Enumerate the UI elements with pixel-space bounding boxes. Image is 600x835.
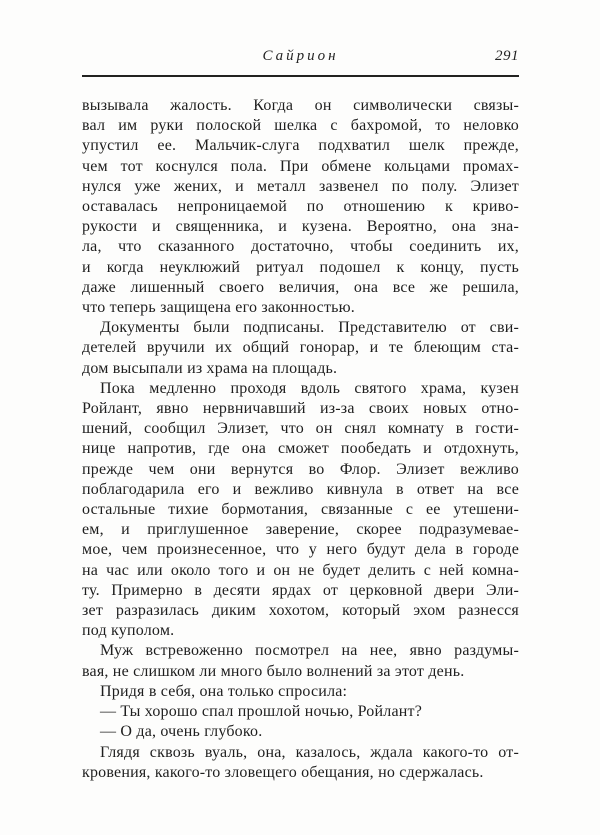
- text-line: нице напротив, где она сможет пообедать и отдохнуть,: [82, 440, 519, 458]
- text-line: Документы были подписаны. Представителю от сви-: [100, 319, 519, 337]
- paragraph: [82, 682, 519, 702]
- text-line: шений, сообщил Элизет, что он снял комнату в гости-: [82, 420, 519, 438]
- paragraph: [82, 702, 519, 722]
- paragraph: [82, 743, 519, 783]
- paragraph: [82, 379, 519, 642]
- text-line: зет разразилась диким хохотом, который эхом разнесся: [82, 602, 519, 620]
- text-line: ем, и приглушенное заверение, скорее подразумевае-: [82, 521, 519, 539]
- paragraph: [82, 641, 519, 681]
- running-title: Сайрион: [262, 48, 339, 64]
- text-line: поблагодарила его и вежливо кивнула в ответ на все: [82, 480, 519, 498]
- text-line: — Ты хорошо спал прошлой ночью, Ройлант?: [100, 703, 423, 721]
- text-line: Придя в себя, она только спросила:: [100, 682, 348, 700]
- text-line: ту. Примерно в десяти ярдах от церковной двери Эли-: [82, 581, 519, 599]
- text-line: вызывала жалость. Когда он символически связы-: [82, 97, 519, 114]
- text-line: кровения, какого-то зловещего обещания, но сдержалась.: [82, 763, 484, 781]
- paragraph: [82, 318, 519, 379]
- text-line: детелей вручили их общий гонорар, и те блеющим ста-: [82, 339, 519, 357]
- text-line: дом высыпали из храма на площадь.: [82, 359, 338, 377]
- text-line: ла, что сказанного достаточно, чтобы соединить их,: [82, 238, 519, 256]
- text-line: вая, не слишком ли много было волнений за этот день.: [82, 662, 465, 680]
- text-line: упустил ее. Мальчик-слуга подхватил шелк прежде,: [82, 137, 519, 155]
- header-divider: [82, 75, 519, 77]
- text-block: [82, 96, 519, 783]
- text-line: нулся уже жених, и металл зазвенел по полу. Элизет: [82, 177, 519, 195]
- text-line: что теперь защищена его законностью.: [82, 299, 355, 317]
- page-content: [82, 46, 519, 783]
- page-number: 291: [495, 48, 519, 64]
- text-line: Пока медленно проходя вдоль святого храма, кузен: [100, 379, 519, 397]
- text-line: даже лишенный своего величия, она все же решила,: [82, 278, 519, 296]
- paragraph: [82, 96, 519, 318]
- text-line: Ройлант, явно нервничавший из-за своих новых отно-: [82, 400, 519, 418]
- text-line: вал им руки полоской шелка с бахромой, то неловко: [82, 117, 519, 135]
- page-header: [82, 46, 519, 66]
- text-line: прежде чем они вернутся во Флор. Элизет вежливо: [82, 460, 519, 478]
- text-line: Глядя сквозь вуаль, она, казалось, ждала какого-то от-: [100, 743, 519, 761]
- text-line: остальные тихие бормотания, связанные с ее утешени-: [82, 501, 519, 519]
- text-line: Муж встревоженно посмотрел на нее, явно раздумы-: [100, 642, 519, 660]
- text-line: чем тот коснулся пола. При обмене кольцами промах-: [82, 157, 519, 175]
- text-line: оставалась непроницаемой по отношению к криво-: [82, 198, 519, 216]
- text-line: под куполом.: [82, 622, 175, 640]
- text-line: рукости и священника, и кузена. Вероятно, она зна-: [82, 218, 519, 236]
- text-line: мое, чем произнесенное, что у него будут дела в городе: [82, 541, 519, 559]
- text-line: и когда неуклюжий ритуал подошел к концу, пусть: [82, 258, 519, 276]
- text-line: на час или около того и он не будет делить с ней комна-: [82, 561, 519, 579]
- paragraph: [82, 722, 519, 742]
- text-line: — О да, очень глубоко.: [100, 723, 263, 741]
